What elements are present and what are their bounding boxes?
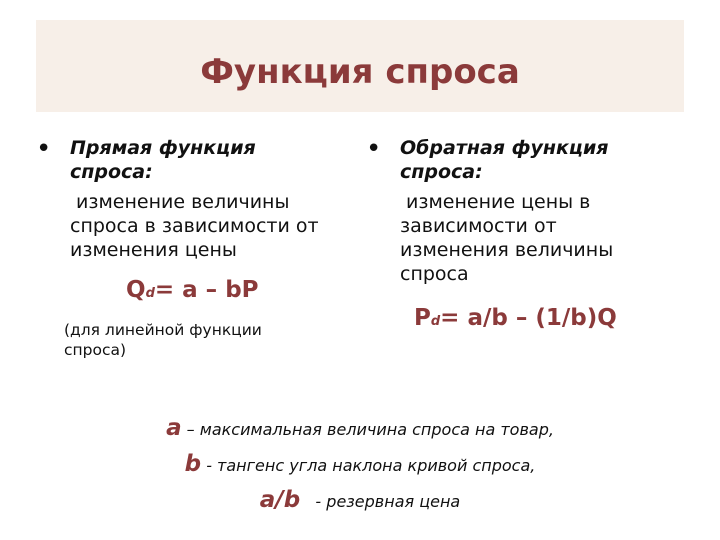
bullet-icon: • [366, 134, 382, 164]
definition-b [0, 446, 720, 482]
inverse-demand-column [366, 136, 656, 336]
formula-subscript: d [430, 314, 441, 329]
formula-expression: = a – bP [154, 277, 259, 303]
direct-demand-note: (для линейной функции спроса) [64, 321, 262, 359]
definition-symbol: a/b [259, 487, 301, 513]
inverse-demand-heading: Обратная функция спроса: [400, 137, 609, 183]
definition-text: - тангенс угла наклона кривой спроса, [201, 456, 536, 475]
definition-a-over-b [0, 482, 720, 518]
slide-title: Функция спроса [200, 52, 520, 92]
formula-subscript: d [145, 286, 155, 301]
direct-demand-formula [126, 276, 326, 308]
definition-a [0, 410, 720, 446]
title-band [36, 20, 684, 112]
definitions-block [0, 410, 720, 518]
inverse-demand-formula [414, 304, 656, 336]
direct-demand-heading: Прямая функция спроса: [70, 137, 256, 183]
formula-symbol: Q [126, 277, 146, 303]
definition-symbol: b [184, 451, 202, 477]
formula-symbol: P [414, 305, 431, 331]
formula-expression: = a/b – (1/b)Q [440, 305, 617, 331]
direct-demand-description: изменение величины спроса в зависимости от изменения цены [70, 191, 319, 261]
definition-text: – максимальная величина спроса на товар, [181, 420, 554, 439]
definition-symbol: a [166, 415, 182, 441]
definition-text: - резервная цена [300, 492, 461, 511]
bullet-icon: • [36, 134, 52, 164]
direct-demand-column [36, 136, 326, 360]
inverse-demand-description: изменение цены в зависимости от изменения величины спроса [400, 191, 614, 285]
